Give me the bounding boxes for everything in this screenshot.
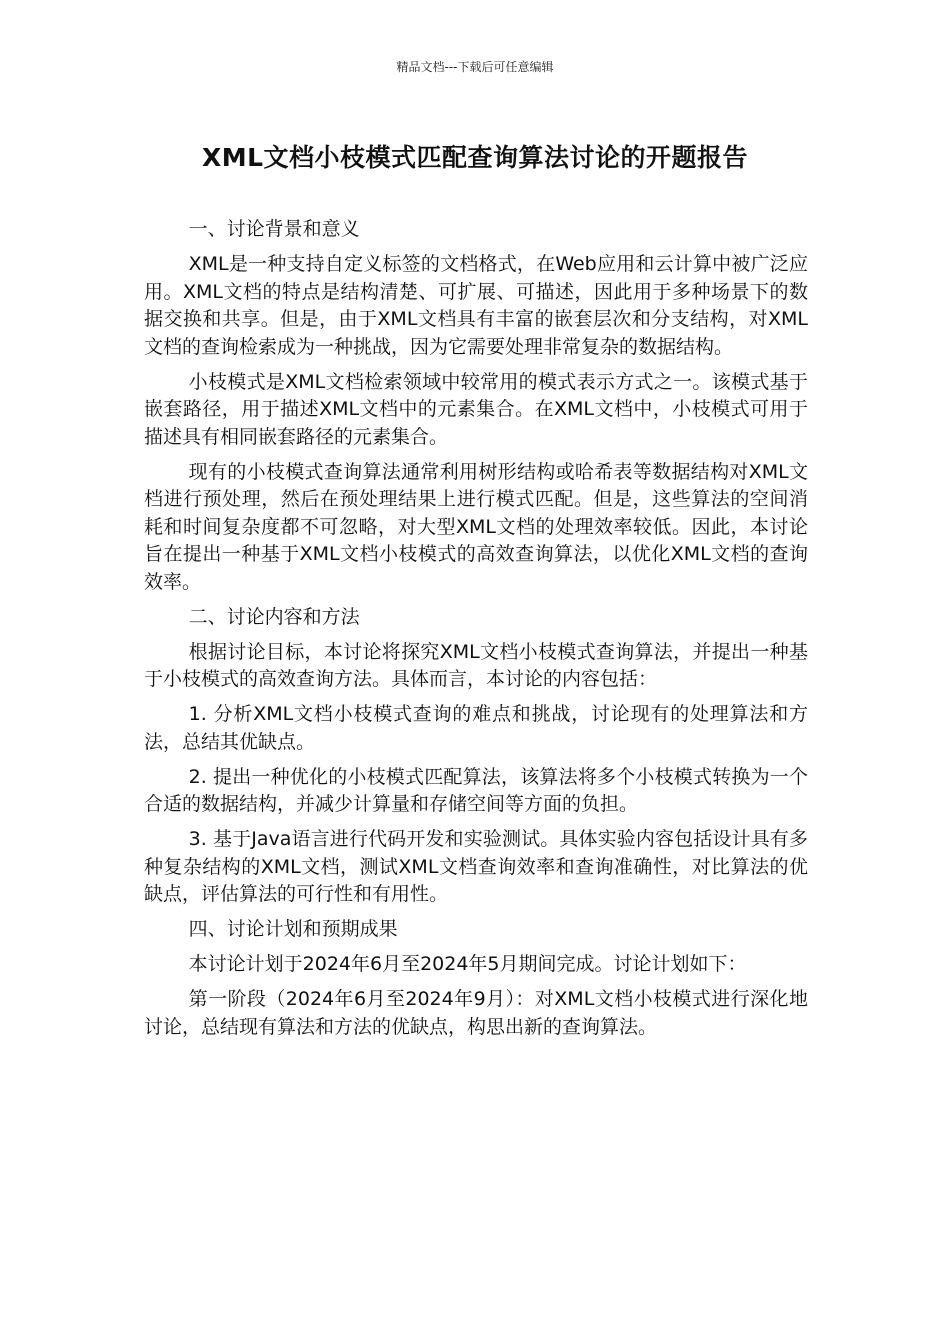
page-header: 精品文档---下载后可任意编辑 (396, 60, 554, 74)
paragraph-existing-algorithms: 现有的小枝模式查询算法通常利用树形结构或哈希表等数据结构对XML文档进行预处理，然后在预处理结果上进行模式匹配。但是，这些算法的空间消耗和时间复杂度都不可忽略，对大型XML文档的处理效率较低。因此，本讨论旨在提出一种基于XML文档小枝模式的高效查询算法，以优化XML文档的查询效率。 (144, 460, 808, 593)
document-body (144, 216, 808, 1049)
paragraph-plan-intro: 本讨论计划于2024年6月至2024年5月期间完成。讨论计划如下： (188, 953, 747, 975)
document-title: XML文档小枝模式匹配查询算法讨论的开题报告 (201, 143, 749, 172)
list-item-3: 3. 基于Java语言进行代码开发和实验测试。具体实验内容包括设计具有多种复杂结构的XML文档，测试XML文档查询效率和查询准确性，对比算法的优缺点，评估算法的可行性和有用性。 (144, 828, 808, 905)
list-item-2: 2. 提出一种优化的小枝模式匹配算法，该算法将多个小枝模式转换为一个合适的数据结构，并减少计算量和存储空间等方面的负担。 (144, 765, 808, 815)
paragraph-research-goal: 根据讨论目标，本讨论将探究XML文档小枝模式查询算法，并提出一种基于小枝模式的高效查询方法。具体而言，本讨论的内容包括： (144, 640, 808, 690)
paragraph-twig-pattern: 小枝模式是XML文档检索领域中较常用的模式表示方式之一。该模式基于嵌套路径，用于描述XML文档中的元素集合。在XML文档中，小枝模式可用于描述具有相同嵌套路径的元素集合。 (144, 370, 808, 448)
paragraph-phase-one: 第一阶段（2024年6月至2024年9月）：对XML文档小枝模式进行深化地讨论，总结现有算法和方法的优缺点，构思出新的查询算法。 (144, 988, 808, 1038)
section-heading-background: 一、讨论背景和意义 (188, 218, 360, 240)
section-heading-content-methods: 二、讨论内容和方法 (188, 605, 360, 628)
section-heading-plan: 四、讨论计划和预期成果 (188, 918, 398, 940)
paragraph-xml-intro: XML是一种支持自定义标签的文档格式，在Web应用和云计算中被广泛应用。XML文档的特点是结构清楚、可扩展、可描述，因此用于多种场景下的数据交换和共享。但是，由于XML文档具有丰富的嵌套层次和分支结构，对XML文档的查询检索成为一种挑战，因为它需要处理非常复杂的数据结构。 (144, 253, 808, 358)
list-item-1: 1. 分析XML文档小枝模式查询的难点和挑战，讨论现有的处理算法和方法，总结其优缺点。 (144, 703, 808, 753)
